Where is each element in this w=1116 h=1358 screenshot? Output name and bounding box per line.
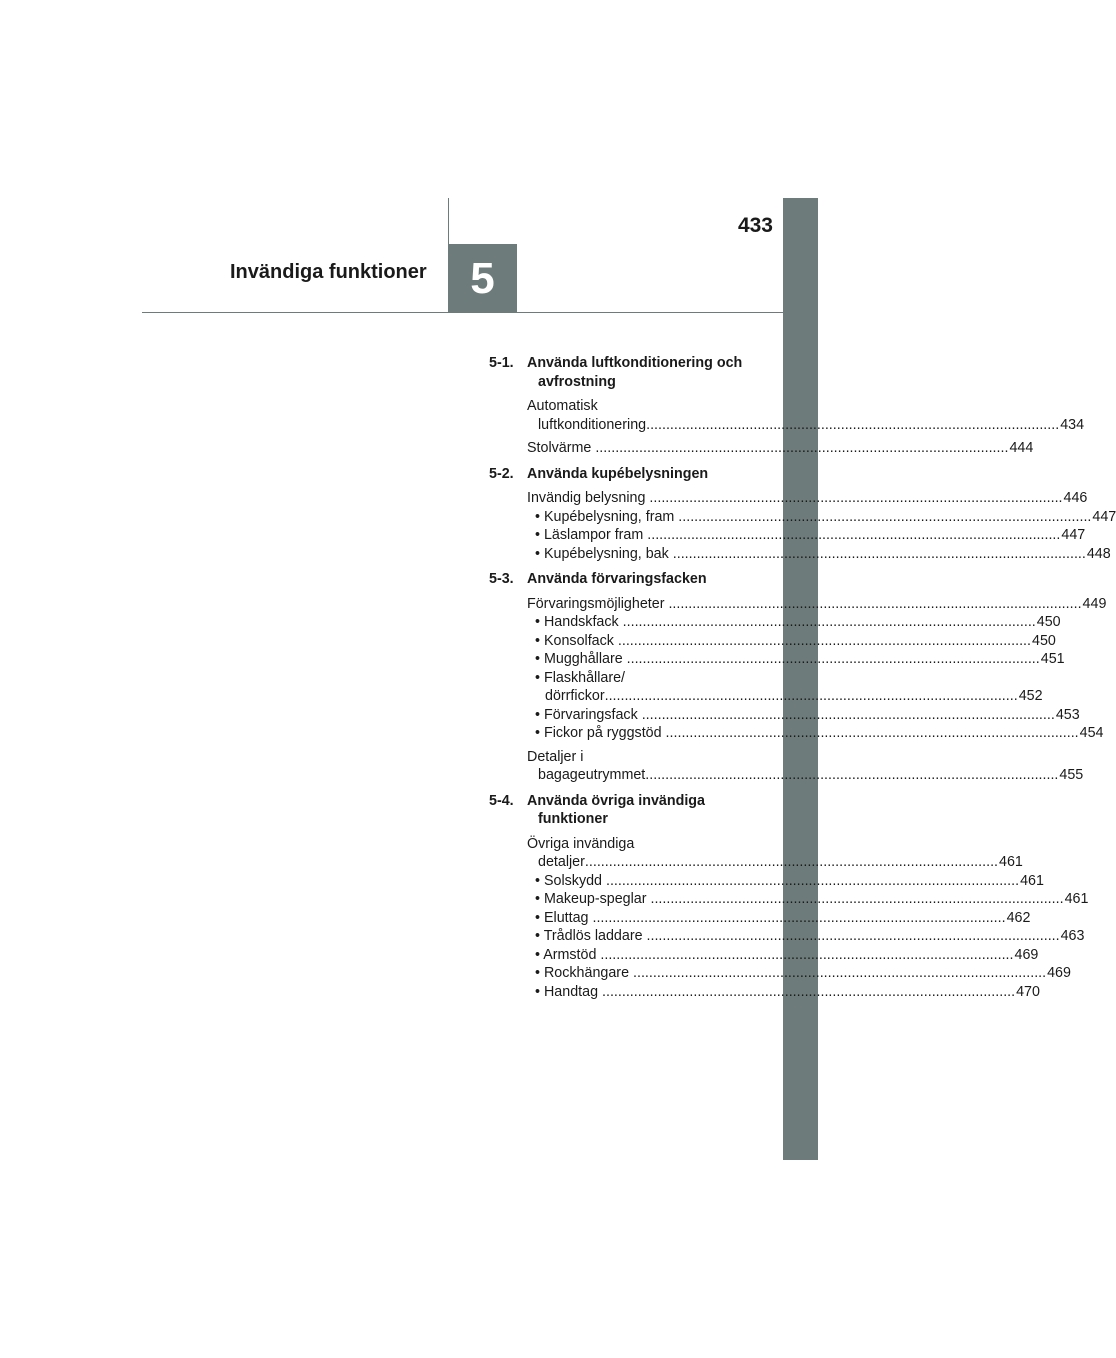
toc-entry[interactable] — [527, 595, 1107, 614]
toc-entry-label — [535, 890, 1064, 909]
toc-entry-label-line: Förvaringsmöjligheter — [527, 595, 665, 612]
toc-entry-label — [535, 946, 1014, 965]
header-divider-vertical — [448, 198, 449, 244]
toc-entry-label-line: Automatisk — [527, 398, 598, 414]
toc-entry-label-line: • Flaskhållare/ — [535, 669, 626, 686]
toc-entry[interactable] — [527, 397, 1085, 434]
toc-entry[interactable] — [527, 489, 1088, 508]
toc-entry-label-line: • Förvaringsfack — [535, 706, 638, 723]
page-number: 433 — [737, 214, 773, 237]
toc-entry-label — [527, 595, 1082, 614]
chapter-number-box — [448, 244, 517, 313]
toc-page-number: 434 — [1060, 416, 1085, 433]
toc-section — [489, 465, 1116, 564]
toc-section-heading[interactable] — [489, 354, 749, 391]
toc-page-number: 453 — [1055, 706, 1080, 723]
toc-entry-label — [527, 397, 1059, 434]
toc-subentry[interactable] — [535, 613, 1061, 632]
toc-subentry[interactable] — [535, 526, 1086, 545]
toc-entry-label-line: • Eluttag — [535, 909, 589, 926]
toc-entry-label-line: • Solskydd — [535, 872, 602, 889]
toc-entry-label — [535, 706, 1055, 725]
toc-page-number: 450 — [1036, 614, 1061, 630]
toc-entry-label — [535, 650, 1040, 669]
toc-entry-label-line: • Kupébelysning, bak — [535, 545, 669, 562]
toc-page-number: 461 — [1064, 891, 1089, 907]
toc-entry-label-line: Övriga invändiga — [527, 835, 635, 852]
toc-page-number: 463 — [1060, 928, 1085, 944]
toc-section-number: 5-3. — [489, 571, 514, 587]
toc-page-number: 449 — [1082, 595, 1107, 612]
toc-entry-label — [535, 632, 1031, 651]
toc-page-number: 446 — [1063, 490, 1088, 506]
toc-entry-label-line: detaljer — [538, 854, 585, 870]
toc-subentry[interactable] — [535, 508, 1116, 527]
toc-entry-label — [535, 508, 1091, 527]
chapter-title: Invändiga funktioner — [230, 261, 427, 283]
toc-page-number: 451 — [1040, 651, 1065, 667]
toc-page-number: 469 — [1047, 965, 1071, 981]
chapter-number: 5 — [470, 253, 495, 303]
toc-entry-label — [535, 909, 1006, 928]
toc-page-number: 447 — [1092, 508, 1116, 525]
toc-entry[interactable] — [527, 439, 1034, 458]
toc-page-number: 462 — [1006, 909, 1031, 926]
toc-entry-label-line: Stolvärme — [527, 440, 592, 456]
toc-entry[interactable] — [527, 748, 1084, 785]
toc-section-title-line: Använda — [527, 465, 588, 482]
toc-subentry[interactable] — [535, 927, 1085, 946]
toc-entry-label-line: luftkonditionering — [538, 416, 647, 433]
toc-entry-label-line: • Rockhängare — [535, 965, 630, 981]
toc-entry-label — [535, 669, 1018, 706]
toc-entry-label-line: • Fickor på ryggstöd — [535, 725, 662, 741]
toc-section-title-line: invändiga funktioner — [538, 792, 705, 827]
toc-page-number: 461 — [999, 854, 1023, 870]
toc-page-number: 469 — [1014, 946, 1039, 963]
toc-entry-label-line: • Handtag — [535, 983, 599, 1000]
toc-section — [489, 792, 1089, 1002]
toc-entry-label — [535, 964, 1046, 983]
toc-entry-label — [535, 545, 1086, 564]
toc-section-heading[interactable] — [489, 570, 749, 589]
toc-entry-label — [527, 835, 998, 872]
toc-section-title-line: och avfrostning — [538, 355, 743, 390]
toc-page-number: 447 — [1061, 527, 1086, 543]
toc-page-number: 448 — [1086, 545, 1111, 562]
dot-leader: ........................................................................................................ — [646, 416, 1060, 433]
toc-subentry[interactable] — [535, 632, 1056, 651]
toc-section-title-line: förvaringsfacken — [591, 571, 707, 587]
toc-entry-label — [535, 724, 1079, 743]
toc-section-title-line: Använda övriga — [527, 792, 635, 809]
toc-subentry[interactable] — [535, 545, 1111, 564]
dot-leader: ........................................................................................................ — [584, 854, 999, 870]
toc-entry[interactable] — [527, 835, 1023, 872]
toc-entry-label-line: • Trådlös laddare — [535, 928, 643, 944]
toc-subentry[interactable] — [535, 872, 1044, 891]
toc-entry-label-line: • Handskfack — [535, 614, 619, 630]
toc-page-number: 455 — [1059, 767, 1084, 783]
toc-page-number: 454 — [1079, 725, 1104, 741]
toc-subentry[interactable] — [535, 669, 1043, 706]
toc-page-number: 461 — [1020, 872, 1044, 889]
toc-entry-label-line: Detaljer i — [527, 748, 584, 765]
toc-entry-label-line: • Armstöd — [535, 946, 597, 963]
toc-entry-label-line: bagageutrymmet — [538, 767, 646, 783]
toc-section-title — [527, 354, 748, 391]
toc-page-number: 444 — [1009, 440, 1034, 456]
toc-section-number: 5-4. — [489, 792, 514, 809]
toc-section-title-line: Använda luftkonditionering — [527, 355, 713, 371]
toc-section-number: 5-2. — [489, 465, 514, 482]
toc-section-number: 5-1. — [489, 355, 514, 371]
toc-subentry[interactable] — [535, 964, 1071, 983]
toc-entry-label — [535, 872, 1019, 891]
toc-section-title — [527, 465, 748, 484]
toc-entry-label — [527, 748, 1058, 785]
toc-section-title-line: Använda — [527, 571, 588, 587]
toc-entry-label-line: • Kupébelysning, fram — [535, 508, 675, 525]
toc-section-title-line: kupébelysningen — [591, 465, 709, 482]
toc-entry-label-line: • Läslampor fram — [535, 527, 644, 543]
toc-entry-label — [535, 927, 1060, 946]
toc-entry-label — [527, 489, 1063, 508]
toc-entry-label-line: • Mugghållare — [535, 651, 623, 667]
toc-section-title — [527, 792, 748, 829]
toc-entry-label — [535, 613, 1036, 632]
toc-page-number: 452 — [1018, 688, 1043, 704]
toc-entry-label — [535, 526, 1060, 545]
toc-entry-label-line: • Makeup-speglar — [535, 891, 647, 907]
toc-entry-label-line: Invändig belysning — [527, 490, 646, 506]
toc-entry-label-line: dörrfickor — [545, 688, 605, 704]
toc-subentry[interactable] — [535, 983, 1040, 1002]
toc-subentry[interactable] — [535, 724, 1104, 743]
toc-entry-label-line: • Konsolfack — [535, 632, 614, 649]
toc-section — [489, 354, 1085, 458]
toc-page-number: 450 — [1032, 632, 1056, 649]
dot-leader: ........................................................................................................ — [604, 688, 1018, 704]
toc-subentry[interactable] — [535, 706, 1080, 725]
dot-leader: ........................................................................................................ — [645, 767, 1059, 783]
toc-section-heading[interactable] — [489, 792, 749, 829]
toc-entry-label — [535, 983, 1015, 1002]
toc-page-number: 470 — [1016, 983, 1040, 1000]
table-of-contents — [489, 354, 1116, 1008]
toc-section — [489, 570, 1107, 785]
toc-section-heading[interactable] — [489, 465, 749, 484]
toc-subentry[interactable] — [535, 946, 1039, 965]
toc-subentry[interactable] — [535, 650, 1065, 669]
toc-entry-label — [527, 439, 1008, 458]
toc-subentry[interactable] — [535, 890, 1089, 909]
toc-section-title — [527, 570, 748, 589]
toc-subentry[interactable] — [535, 909, 1031, 928]
